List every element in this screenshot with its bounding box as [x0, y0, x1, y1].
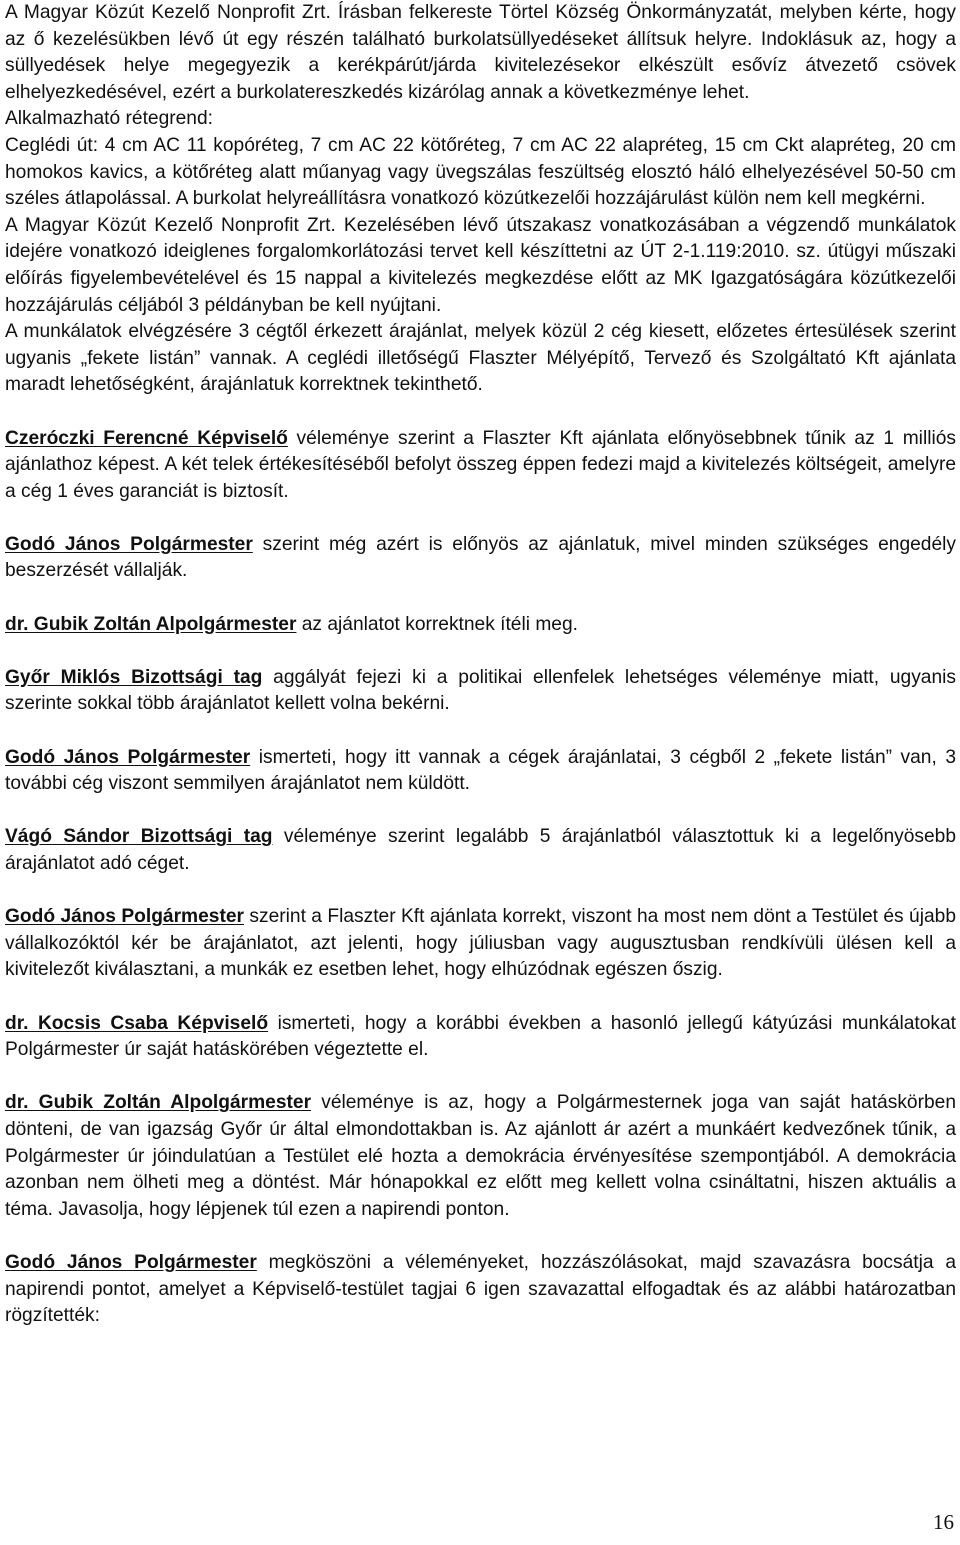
paragraph-gap	[5, 505, 956, 532]
paragraph-gap	[5, 399, 956, 426]
statement-text: szerint a Flaszter Kft ajánlata korrekt, viszont ha most nem dönt a Testület és újabb vállalkozóktól kér be árajánlatot, azt jelenti, hogy júliusban vagy augusztusban rendkívüli ülésen kell a kivitelezőt kiválasztani, a munkák ez esetben lehet, hogy elhúzódnak egészen őszig.	[5, 906, 956, 981]
statement-text: ismerteti, hogy a korábbi években a hasonló jellegű kátyúzási munkálatokat Polgármester úr saját hatáskörében végeztette el.	[5, 1012, 956, 1061]
statement-paragraph	[5, 532, 956, 585]
statement-text: véleménye szerint legalább 5 árajánlatból választottuk ki a legelőnyösebb árajánlatot adó céget.	[5, 826, 956, 874]
statement-paragraph	[5, 665, 956, 718]
statement-text: az ajánlatot korrektnek ítéli meg.	[296, 613, 578, 635]
statement-paragraph	[5, 904, 956, 984]
statement-paragraph	[5, 1250, 956, 1330]
statement-paragraph	[5, 1011, 956, 1064]
statement-paragraph	[5, 612, 956, 639]
paragraph-gap	[5, 638, 956, 665]
paragraph-gap	[5, 1223, 956, 1250]
statement-paragraph	[5, 426, 956, 506]
speaker-name: Győr Miklós Bizottsági tag	[5, 666, 263, 688]
statement-paragraph	[5, 1090, 956, 1223]
statement-text: aggályát fejezi ki a politikai ellenfelek lehetséges véleménye miatt, ugyanis szerinte sokkal több árajánlatot kellett volna bekérni.	[5, 666, 956, 715]
statement-text: véleménye is az, hogy a Polgármesternek joga van saját hatáskörben dönteni, de van igazság Győr úr által elmondottakban is. Az ajánlott ár azért a munkáért kedvezőnek tűnik, a Polgármester úr jóindulatúan a Testület elé hozta a demokrácia érvényesítése szempontjából. A demokrácia azonban nem ölheti meg a döntést. Már hónapokkal ez előtt meg kellett volna csináltatni, hiszen aktuális a téma. Javasolja, hogy lépjenek túl ezen a napirendi ponton.	[5, 1092, 956, 1220]
intro-paragraph-layer-heading: Alkalmazható rétegrend:	[5, 108, 213, 130]
statement-text: szerint még azért is előnyös az ajánlatuk, mivel minden szükséges engedély beszerzését vállalják.	[5, 533, 956, 582]
document-page	[5, 0, 956, 1330]
statement-paragraph	[5, 745, 956, 798]
speaker-name: Czeróczki Ferencné Képviselő	[5, 427, 288, 449]
speaker-name: dr. Kocsis Csaba Képviselő	[5, 1012, 269, 1034]
paragraph-gap	[5, 798, 956, 825]
statement-paragraph	[5, 824, 956, 877]
intro-paragraph-offers: A munkálatok elvégzésére 3 cégtől érkezett árajánlat, melyek közül 2 cég kiesett, előzetes értesülések szerint ugyanis „fekete listán” vannak. A ceglédi illetőségű Flaszter Mélyépítő, Tervező és Szolgáltató Kft ajánlata maradt lehetőségként, árajánlatuk korrektnek tekinthető.	[5, 321, 956, 396]
speaker-name: dr. Gubik Zoltán Alpolgármester	[5, 613, 297, 635]
speaker-name: Godó János Polgármester	[5, 906, 244, 928]
paragraph-gap	[5, 1064, 956, 1091]
page-number: 16	[933, 1510, 954, 1534]
paragraph-gap	[5, 718, 956, 745]
paragraph-gap	[5, 878, 956, 905]
speaker-name: Vágó Sándor Bizottsági tag	[5, 826, 273, 848]
paragraph-gap	[5, 585, 956, 612]
speaker-name: dr. Gubik Zoltán Alpolgármester	[5, 1092, 312, 1114]
speaker-name: Godó János Polgármester	[5, 1251, 257, 1273]
statement-text: véleménye szerint a Flaszter Kft ajánlata előnyösebbnek tűnik az 1 milliós ajánlathoz képest. A két telek értékesítéséből befolyt összeg éppen fedezi majd a kivitelezés költségeit, amelyre a cég 1 éves garanciát is biztosít.	[5, 427, 957, 502]
paragraph-gap	[5, 984, 956, 1011]
intro-paragraph-layer-spec: Ceglédi út: 4 cm AC 11 kopóréteg, 7 cm AC 22 kötőréteg, 7 cm AC 22 alapréteg, 15 cm Ckt alapréteg, 20 cm homokos kavics, a kötőréteg alatt műanyag vagy üvegszálas feszültség elosztó háló elhelyezésével 50-50 cm széles átlapolással. A burkolat helyreállításra vonatkozó közútkezelői hozzájárulást külön nem kell megkérni.	[5, 134, 956, 210]
speaker-name: Godó János Polgármester	[5, 746, 251, 768]
speaker-name: Godó János Polgármester	[5, 533, 253, 555]
statement-text: ismerteti, hogy itt vannak a cégek árajánlatai, 3 cégből 2 „fekete listán” van, 3 további cég viszont semmilyen árajánlatot nem küldött.	[5, 746, 956, 795]
intro-paragraph-traffic-plan: A Magyar Közút Kezelő Nonprofit Zrt. Kezelésében lévő útszakasz vonatkozásában a végzendő munkálatok idejére vonatkozó ideiglenes forgalomkorlátozási tervet kell készíttetni az ÚT 2-1.119:2010. sz. útügyi műszaki előírás figyelembevételével és 15 nappal a kivitelezés megkezdése előtt az MK Igazgatóságára közútkezelői hozzájárulás céljából 3 példányban be kell nyújtani.	[5, 214, 956, 316]
statement-text: megköszöni a véleményeket, hozzászólásokat, majd szavazásra bocsátja a napirendi pontot, amelyet a Képviselő-testület tagjai 6 igen szavazattal elfogadtak és az alábbi határozatban rögzítették:	[5, 1251, 957, 1327]
intro-paragraph-request: A Magyar Közút Kezelő Nonprofit Zrt. Írásban felkereste Törtel Község Önkormányzatát, melyben kérte, hogy az ő kezelésükben lévő út egy részén található burkolatsüllyedéseket állítsuk helyre. Indoklásuk az, hogy a süllyedések helye megegyezik a kerékpárút/járda kivitelezésekor elkészült esővíz átvezető csövek elhelyezkedésével, ezért a burkolatereszkedés kizárólag annak a következménye lehet.	[5, 2, 956, 103]
